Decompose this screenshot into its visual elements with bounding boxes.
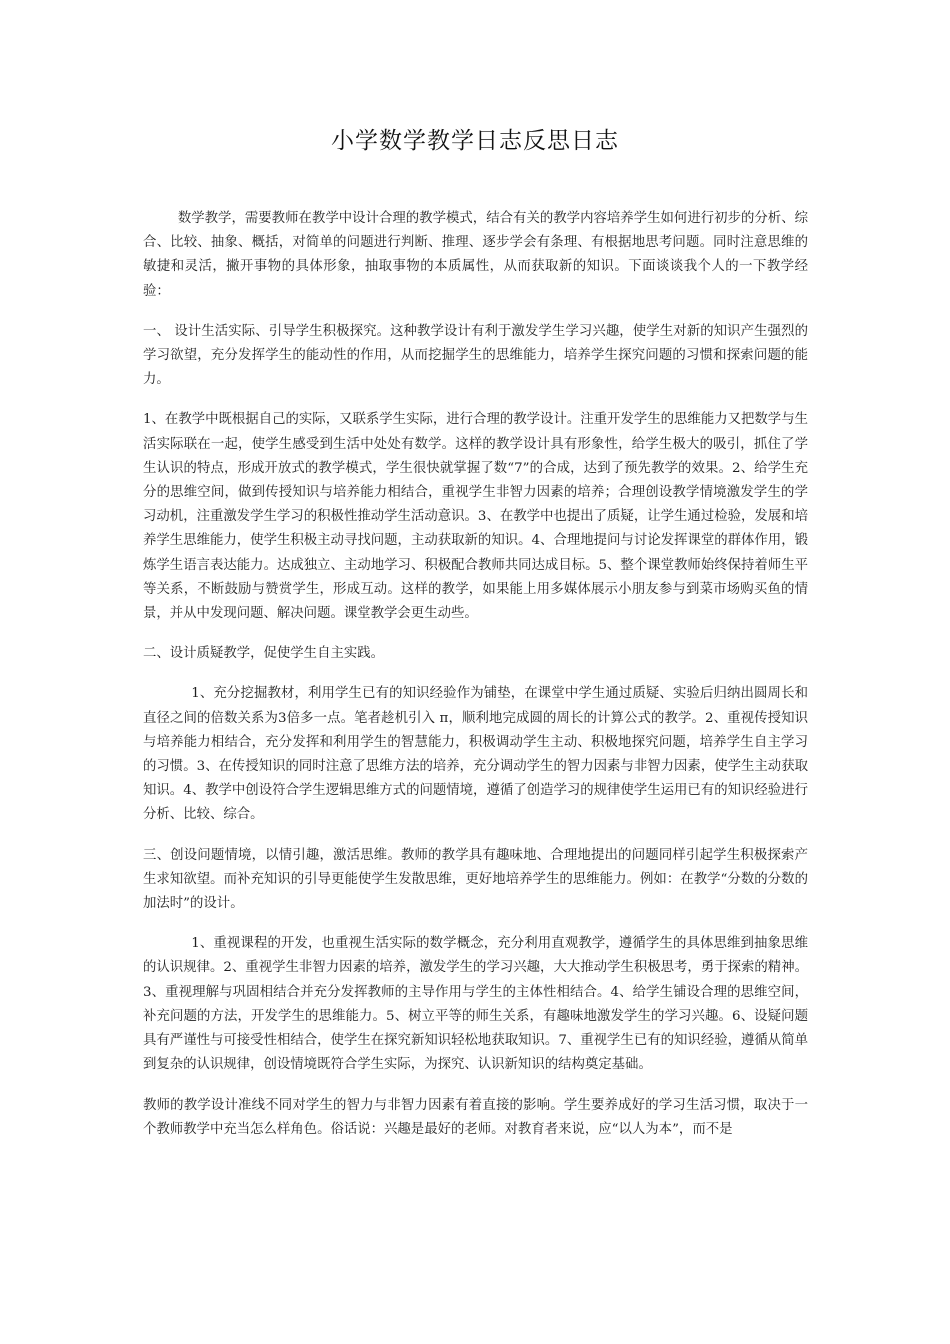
section-two-points-paragraph: 1、充分挖掘教材，利用学生已有的知识经验作为铺垫，在课堂中学生通过质疑、实验后归纳出圆周长和直径之间的倍数关系为3倍多一点。笔者趁机引入 π，顺利地完成圆的周长的计算公式的教学。2、重视传授知识与培养能力相结合，充分发挥和利用学生的智慧能力，积极调动学生主动、积极地探究问题，培养学生自主学习的习惯。3、在传授知识的同时注意了思维方法的培养，充分调动学生的智力因素与非智力因素，使学生主动获取知识。4、教学中创设符合学生逻辑思维方式的问题情境，遵循了创造学习的规律使学生运用已有的知识经验进行分析、比较、综合。 [143,686,808,823]
section-one-paragraph: 一、 设计生活实际、引导学生积极探究。这种教学设计有利于激发学生学习兴趣，使学生对新的知识产生强烈的学习欲望，充分发挥学生的能动性的作用，从而挖掘学生的思维能力，培养学生探究问题的习惯和探索问题的能力。 [143,323,808,388]
section-three-points-paragraph: 1、重视课程的开发，也重视生活实际的数学概念，充分利用直观教学，遵循学生的具体思维到抽象思维的认识规律。2、重视学生非智力因素的培养，激发学生的学习兴趣，大大推动学生积极思考，勇于探索的精神。3、重视理解与巩固相结合并充分发挥教师的主导作用与学生的主体性相结合。4、给学生铺设合理的思维空间，补充问题的方法，开发学生的思维能力。5、树立平等的师生关系，有趣味地激发学生的学习兴趣。6、设疑问题具有严谨性与可接受性相结合，使学生在探究新知识轻松地获取知识。7、重视学生已有的知识经验，遵循从简单到复杂的认识规律，创设情境既符合学生实际，为探究、认识新知识的结构奠定基础。 [143,936,808,1073]
intro-paragraph: 数学教学，需要教师在教学中设计合理的教学模式，结合有关的教学内容培养学生如何进行初步的分析、综合、比较、抽象、概括，对简单的问题进行判断、推理、逐步学会有条理、有根据地思考问题。同时注意思维的敏捷和灵活，撇开事物的具体形象，抽取事物的本质属性，从而获取新的知识。下面谈谈我个人的一下教学经验： [143,211,808,299]
closing-paragraph: 教师的教学设计准线不同对学生的智力与非智力因素有着直接的影响。学生要养成好的学习生活习惯，取决于一个教师教学中充当怎么样角色。俗话说：兴趣是最好的老师。对教育者来说，应“以人为本”，而不是 [143,1097,808,1137]
document-body [143,207,808,1158]
section-three-paragraph: 三、创设问题情境，以情引趣，激活思维。教师的教学具有趣味地、合理地提出的问题同样引起学生积极探索产生求知欲望。而补充知识的引导更能使学生发散思维，更好地培养学生的思维能力。例如：在教学“分数的分数的加法时”的设计。 [143,847,808,912]
section-one-points-paragraph: 1、在教学中既根据自己的实际，又联系学生实际，进行合理的教学设计。注重开发学生的思维能力又把数学与生活实际联在一起，使学生感受到生活中处处有数学。这样的教学设计具有形象性，给学生极大的吸引，抓住了学生认识的特点，形成开放式的教学模式，学生很快就掌握了数“7”的合成，达到了预先教学的效果。2、给学生充分的思维空间，做到传授知识与培养能力相结合，重视学生非智力因素的培养；合理创设教学情境激发学生的学习动机，注重激发学生学习的积极性推动学生活动意识。3、在教学中也提出了质疑，让学生通过检验，发展和培养学生思维能力，使学生积极主动寻找问题，主动获取新的知识。4、合理地提问与讨论发挥课堂的群体作用，锻炼学生语言表达能力。达成独立、主动地学习、积极配合教师共同达成目标。5、整个课堂教师始终保持着师生平等关系，不断鼓励与赞赏学生，形成互动。这样的教学，如果能上用多媒体展示小朋友参与到菜市场购买鱼的情景，并从中发现问题、解决问题。课堂教学会更生动些。 [143,412,808,622]
document-title: 小学数学教学日志反思日志 [331,128,619,154]
section-two-heading: 二、设计质疑教学，促使学生自主实践。 [143,646,385,662]
